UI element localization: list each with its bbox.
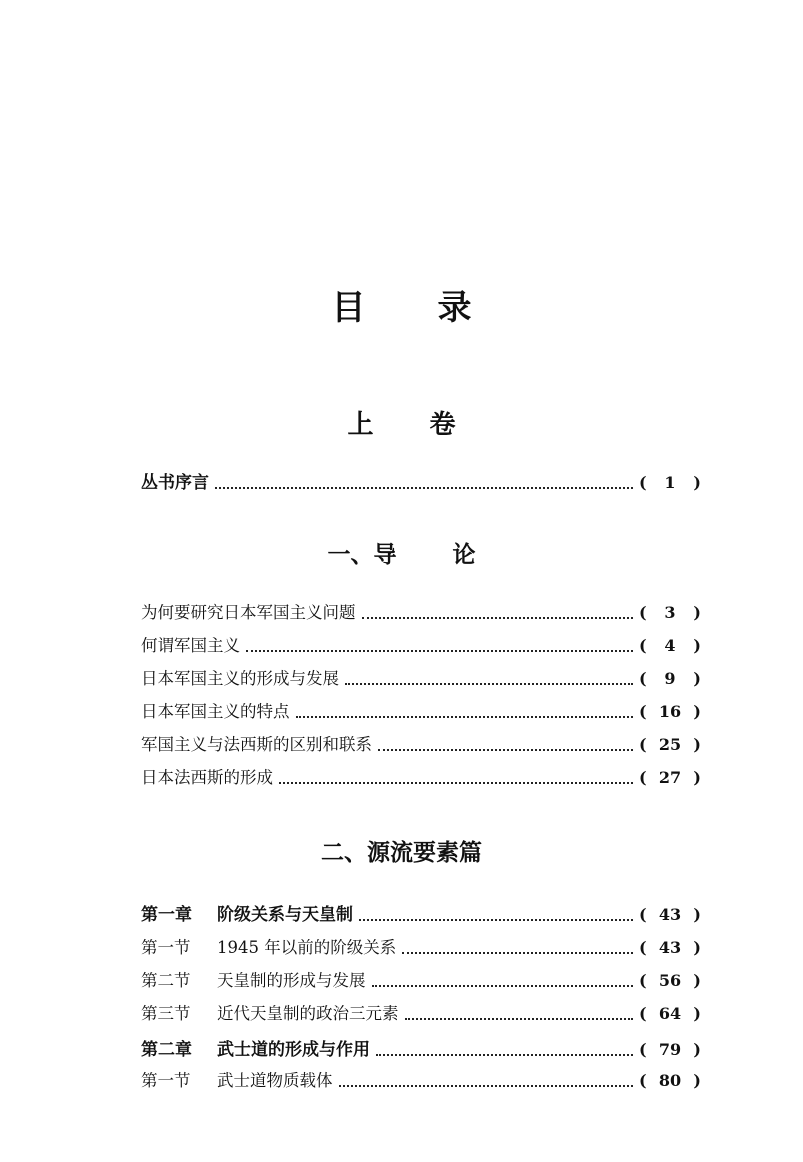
page-number: 27	[658, 768, 682, 787]
leader-dots	[402, 952, 633, 954]
toc-entry-section[interactable]	[141, 1068, 701, 1094]
toc-entry-text: 近代天皇制的政治三元素	[217, 1004, 399, 1023]
leader-dots	[345, 683, 633, 685]
page-ref: ( 64 )	[639, 1001, 701, 1027]
chapter-label: 第二章	[141, 1040, 192, 1060]
page-title	[0, 280, 803, 329]
toc-entry-chapter[interactable]	[141, 902, 701, 928]
page-ref: ( 80 )	[639, 1068, 701, 1094]
toc-entry[interactable]	[141, 732, 701, 758]
toc-entry-text: 天皇制的形成与发展	[217, 971, 366, 990]
leader-dots	[215, 487, 633, 489]
section-label: 第二节	[141, 971, 191, 990]
volume-char-2: 卷	[429, 410, 456, 440]
page-ref: ( 4 )	[639, 633, 701, 659]
toc-entry-text: 日本军国主义的形成与发展	[141, 669, 339, 688]
toc-entry-section[interactable]	[141, 935, 701, 961]
title-char-1: 目	[331, 288, 366, 328]
leader-dots	[246, 650, 633, 652]
page-number: 64	[658, 1004, 682, 1023]
toc-entry-chapter[interactable]	[141, 1037, 701, 1063]
page-number: 16	[658, 702, 682, 721]
leader-dots	[378, 749, 633, 751]
page-ref: ( 79 )	[639, 1037, 701, 1063]
section-label: 第三节	[141, 1004, 191, 1023]
page-number: 9	[664, 669, 676, 688]
page-number: 25	[658, 735, 682, 754]
page-ref: ( 3 )	[639, 600, 701, 626]
toc-entry-text: 武士道的形成与作用	[217, 1040, 370, 1060]
toc-entry[interactable]	[141, 699, 701, 725]
page-number: 80	[658, 1071, 682, 1090]
volume-char-1: 上	[347, 410, 374, 440]
section-title-part-2: 论	[452, 542, 476, 568]
page-ref: ( 27 )	[639, 765, 701, 791]
toc-entry[interactable]	[141, 600, 701, 626]
section-title-origins	[0, 834, 803, 867]
page-ref: ( 43 )	[639, 935, 701, 961]
section-label: 第一节	[141, 938, 191, 957]
section-title-intro	[0, 536, 803, 569]
leader-dots	[405, 1018, 634, 1020]
toc-entry-text: 日本军国主义的特点	[141, 702, 290, 721]
toc-entry[interactable]	[141, 666, 701, 692]
leader-dots	[362, 617, 634, 619]
volume-title	[0, 404, 803, 441]
toc-entry-text: 为何要研究日本军国主义问题	[141, 603, 356, 622]
title-char-2: 录	[437, 288, 472, 328]
leader-dots	[296, 716, 634, 718]
page-ref: ( 56 )	[639, 968, 701, 994]
page-number: 43	[658, 938, 682, 957]
toc-entry-text: 军国主义与法西斯的区别和联系	[141, 735, 372, 754]
leader-dots	[376, 1054, 633, 1056]
page-ref: ( 9 )	[639, 666, 701, 692]
leader-dots	[372, 985, 634, 987]
toc-entry-text: 武士道物质载体	[217, 1071, 333, 1090]
toc-entry-text: 何谓军国主义	[141, 636, 240, 655]
toc-entry-preface[interactable]	[141, 470, 701, 496]
page-number: 3	[664, 603, 676, 622]
page-ref: ( 43 )	[639, 902, 701, 928]
toc-entry-text: 阶级关系与天皇制	[217, 905, 353, 925]
page-number: 4	[664, 636, 676, 655]
leader-dots	[279, 782, 633, 784]
toc-entry-section[interactable]	[141, 968, 701, 994]
page-number: 1	[664, 473, 676, 492]
leader-dots	[359, 919, 633, 921]
page-ref: ( 1 )	[639, 470, 701, 496]
chapter-label: 第一章	[141, 905, 192, 925]
toc-entry-text: 日本法西斯的形成	[141, 768, 273, 787]
section-title-part-1: 一、导	[327, 542, 397, 568]
toc-entry-text: 1945 年以前的阶级关系	[217, 938, 397, 957]
page-ref: ( 25 )	[639, 732, 701, 758]
page-number: 56	[658, 971, 682, 990]
toc-entry[interactable]	[141, 633, 701, 659]
toc-entry[interactable]	[141, 765, 701, 791]
page-number: 43	[658, 905, 682, 924]
section-title-part-1: 二、源流要素篇	[321, 840, 482, 866]
toc-entry-text: 丛书序言	[141, 473, 209, 493]
section-label: 第一节	[141, 1071, 191, 1090]
page-ref: ( 16 )	[639, 699, 701, 725]
leader-dots	[339, 1085, 634, 1087]
page-number: 79	[658, 1040, 682, 1059]
toc-entry-section[interactable]	[141, 1001, 701, 1027]
